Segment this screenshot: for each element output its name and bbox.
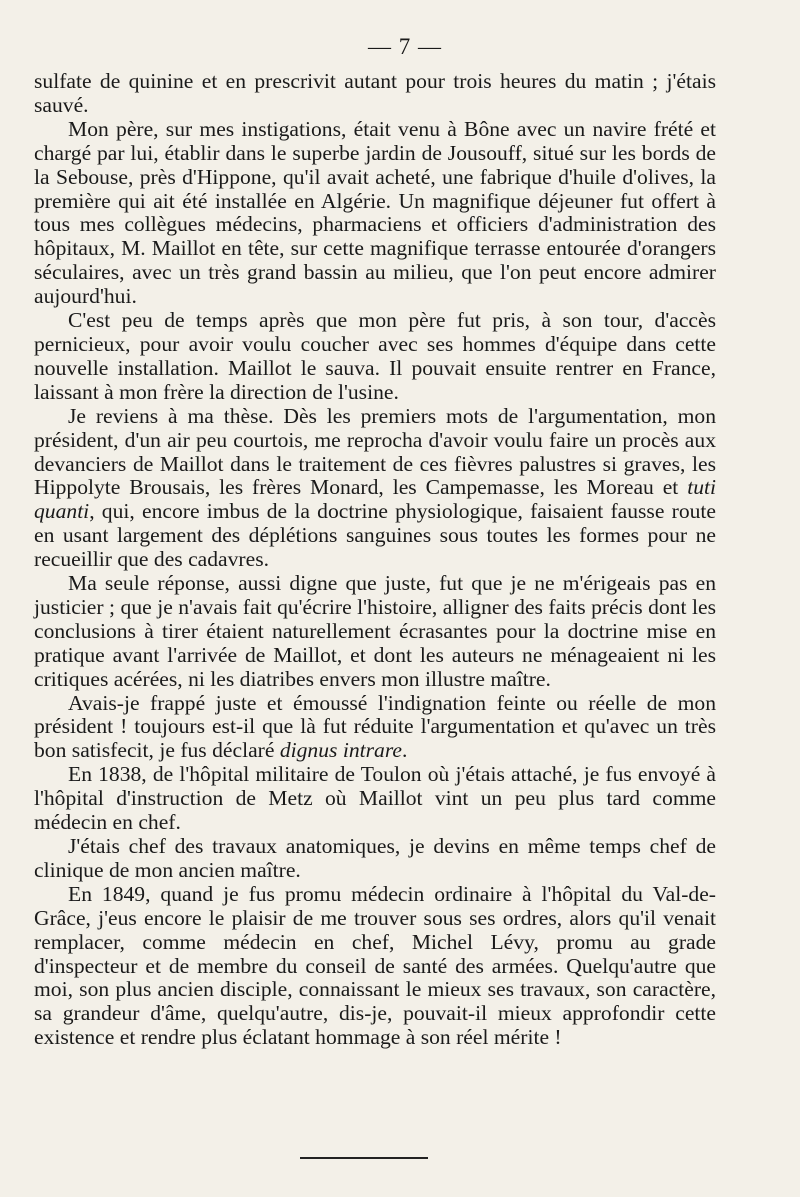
paragraph: C'est peu de temps après que mon père fut pris, à son tour, d'accès pernicieux, pour avoir voulu coucher avec ses hommes d'équipe dans cette nouvelle installation. Maillot le sauva. Il pouvait ensuite rentrer en France, laissant à mon frère la direction de l'usine. <box>34 308 716 404</box>
latin-phrase: tuti quanti <box>34 475 716 524</box>
paragraph: En 1838, de l'hôpital militaire de Toulon où j'étais attaché, je fus envoyé à l'hôpital d'instruction de Metz où Maillot vint un peu plus tard comme médecin en chef. <box>34 762 716 835</box>
page-number: — 7 — <box>368 34 442 59</box>
paragraph: sulfate de quinine et en prescrivit autant pour trois heures du matin ; j'étais sauvé. <box>34 69 716 117</box>
paragraph-text: Avais-je frappé juste et émoussé l'indignation feinte ou réelle de mon président ! toujours est-il que là fut réduite l'argumentation et qu'avec un très bon satisfecit, je fus déclaré <box>34 690 716 763</box>
paragraph <box>34 692 716 764</box>
paragraph: Ma seule réponse, aussi digne que juste, fut que je ne m'érigeais pas en justicier ; que je n'avais fait qu'écrire l'histoire, alligner des faits précis dont les conclusions à tirer étaient naturellement écrasantes pour la doctrine mise en pratique avant l'arrivée de Maillot, et dont les auteurs ne ménageaient ni les critiques acérées, ni les diatribes envers mon illustre maître. <box>34 571 716 691</box>
paragraph-text: . <box>402 738 408 763</box>
paragraph-text: Je reviens à ma thèse. Dès les premiers mots de l'argumentation, mon président, d'un air peu courtois, me reprocha d'avoir voulu faire un procès aux devanciers de Maillot dans le traitement de ces fièvres palustres si graves, les Hippolyte Brousais, les frères Monard, les Campemasse, les Moreau et <box>34 403 716 500</box>
body-text <box>34 70 716 1050</box>
paragraph: Mon père, sur mes instigations, était venu à Bône avec un navire frété et chargé par lui, établir dans le superbe jardin de Jousouff, situé sur les bords de la Sebouse, près d'Hippone, qu'il avait acheté, une fabrique d'huile d'olives, la première qui ait été installée en Algérie. Un magnifique déjeuner fut offert à tous mes collègues médecins, pharmaciens et officiers d'administration des hôpitaux, M. Maillot en tête, sur cette magnifique terrasse entourée d'orangers séculaires, avec un très grand bassin au milieu, que l'on peut encore admirer aujourd'hui. <box>34 116 716 309</box>
paragraph: J'étais chef des travaux anatomiques, je devins en même temps chef de clinique de mon ancien maître. <box>34 834 716 882</box>
paragraph-text: , qui, encore imbus de la doctrine physiologique, faisaient fausse route en usant largement des déplétions sanguines sous toutes les formes pour ne recueillir que des cadavres. <box>34 499 716 572</box>
end-rule <box>300 1157 428 1159</box>
paragraph <box>34 405 716 572</box>
latin-phrase: dignus intrare <box>279 738 403 763</box>
paragraph: En 1849, quand je fus promu médecin ordinaire à l'hôpital du Val-de-Grâce, j'eus encore le plaisir de me trouver sous ses ordres, alors qu'il venait remplacer, comme médecin en chef, Michel Lévy, promu au grade d'inspecteur et de membre du conseil de santé des armées. Quelqu'autre que moi, son plus ancien disciple, connaissant le mieux ses travaux, son caractère, sa grandeur d'âme, quelqu'autre, dis-je, pouvait-il mieux approfondir cette existence et rendre plus éclatant hommage à son réel mérite ! <box>34 881 716 1050</box>
